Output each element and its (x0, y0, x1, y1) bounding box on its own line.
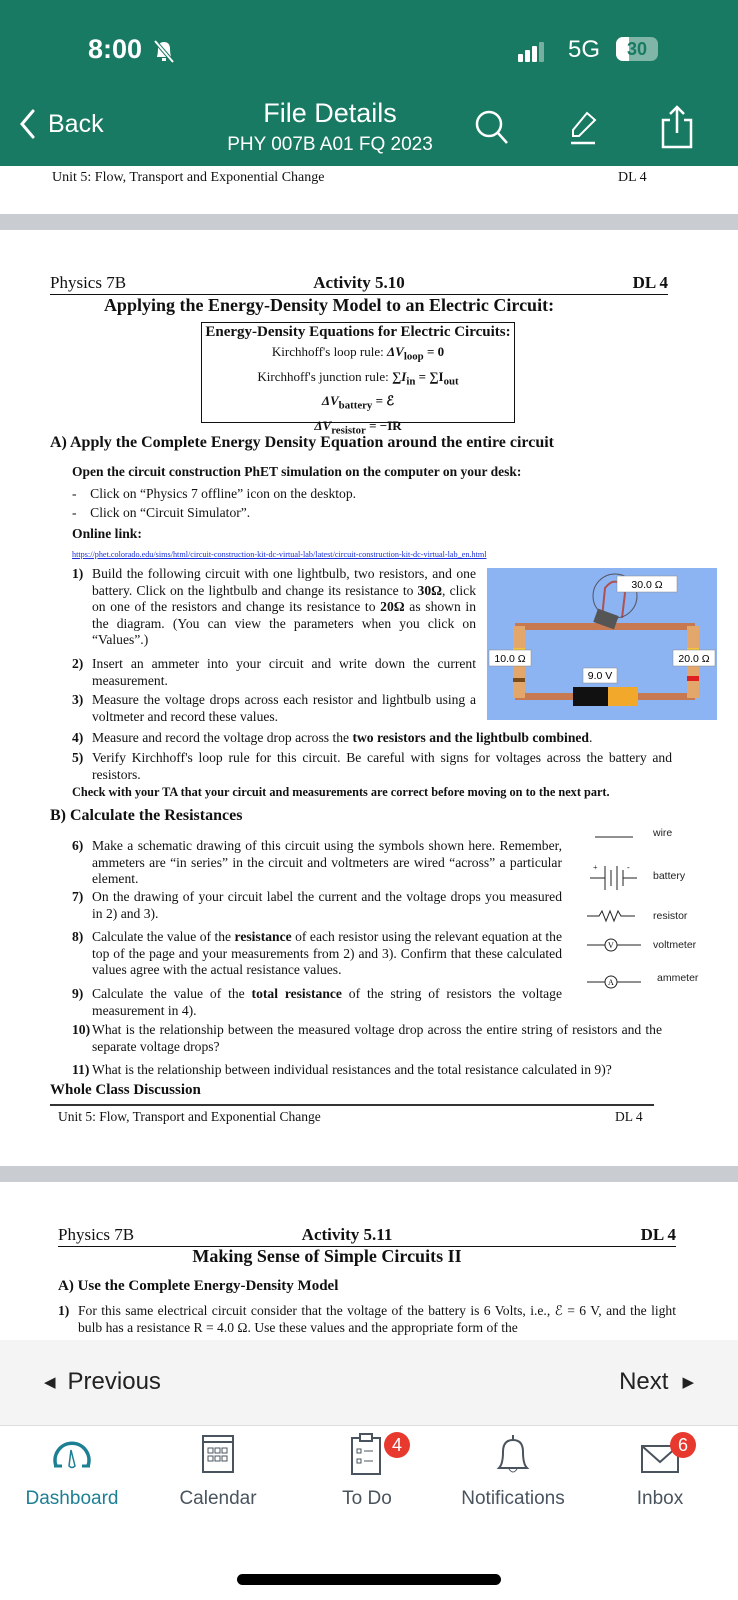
activity-number: Activity 5.10 (313, 273, 405, 292)
pager-bar (0, 1340, 738, 1426)
footer-dl: DL 4 (615, 1109, 643, 1124)
tab-label: Dashboard (25, 1488, 119, 1509)
tab-dashboard[interactable] (2, 1432, 142, 1509)
tab-notifications[interactable] (443, 1432, 583, 1509)
left-resistor-label: 10.0 Ω (494, 653, 526, 665)
whole-class-heading: Whole Class Discussion (50, 1082, 201, 1098)
bulb-resistance-label: 30.0 Ω (631, 579, 663, 591)
status-time: 8:00 (88, 34, 143, 64)
section-a-heading: A) Apply the Complete Energy Density Equation around the entire circuit (50, 434, 555, 451)
ammeter-symbol: A ammeter (585, 970, 715, 994)
tab-inbox[interactable] (590, 1432, 730, 1509)
activity-title: Making Sense of Simple Circuits II (192, 1246, 462, 1266)
bullet-1: - Click on “Physics 7 offline” icon on the desktop. (72, 486, 357, 501)
home-indicator (237, 1574, 501, 1585)
prev-page-footer-dl: DL 4 (618, 170, 647, 185)
voltmeter-symbol: V voltmeter (585, 933, 715, 957)
battery-symbol: + - battery (593, 863, 686, 882)
item-5: 5) Verify Kirchhoff's loop rule for this circuit. Be careful with signs for voltages across the battery and resistors. (72, 750, 672, 782)
check-ta-note: Check with your TA that your circuit and measurements are correct before moving on to the next part. (72, 785, 610, 799)
item-9: 9) Calculate the value of the total resistance of the string of resistors the voltage measurement in 4). (72, 986, 563, 1018)
bullet-2: - Click on “Circuit Simulator”. (72, 505, 251, 520)
resistor-equation: $\Delta V_{resistor} = -IR$ (314, 417, 402, 437)
item-1: 1) For this same electrical circuit consider that the voltage of the battery is 6 Volts, i.e., ℰ = 6 V, and the light bulb has a resistance R = 4.0 Ω. Use these values and the appropriate form of the (58, 1303, 676, 1335)
battery-voltage-label: 9.0 V (587, 670, 613, 682)
tab-calendar[interactable] (148, 1432, 288, 1509)
wire-symbol: wire (653, 827, 673, 839)
triangle-left-icon: ◀ (44, 1374, 56, 1391)
dl-number: DL 4 (640, 1225, 676, 1244)
battery-icon (616, 37, 658, 61)
tab-label: Notifications (461, 1488, 565, 1509)
junction-rule: Kirchhoff's junction rule: $\sum I_{in} = \sum I_{out}$ (257, 368, 459, 388)
item-1: 1) Build the following circuit with one lightbulb, two resistors, and one battery. Click on the lightbulb and change its resistance to 30Ω, click on one of the resistors and change its resistance to 20Ω as shown in the diagram. (You can view the parameters when you click on “Values”.) (72, 566, 477, 647)
svg-text:A: A (608, 978, 614, 987)
resistor-symbol: resistor (585, 904, 715, 928)
bell-icon (491, 1432, 535, 1476)
item-6: 6) Make a schematic drawing of this circuit using the symbols shown here. Remember, ammeters are “in series” in the circuit and voltmeters are wired “across” a particular element. (72, 838, 562, 886)
activity-number: Activity 5.11 (301, 1225, 393, 1244)
tab-todo[interactable] (297, 1432, 437, 1509)
item-10: 10) What is the relationship between the measured voltage drop across the entire string of resistors and the separate voltage drops? (72, 1022, 662, 1054)
svg-text:V: V (608, 941, 614, 950)
tab-label: Calendar (179, 1488, 257, 1509)
battery-level: 30 (626, 39, 648, 59)
dl-number: DL 4 (632, 273, 668, 292)
back-button[interactable] (18, 108, 104, 140)
chevron-left-icon (18, 108, 36, 140)
item-8: 8) Calculate the value of the resistance of each resistor using the relevant equation at the top of the page and your measurements from 2) and 3). Confirm that these calculated values agree with the actual resistance values. (72, 929, 563, 977)
previous-button[interactable] (44, 1368, 161, 1396)
previous-label: Previous (67, 1368, 161, 1395)
highlighter-icon[interactable] (565, 110, 601, 148)
section-a-heading: A) Use the Complete Energy-Density Model (58, 1278, 339, 1294)
triangle-right-icon: ▶ (682, 1374, 694, 1391)
loop-rule: Kirchhoff's loop rule: $\Delta V_{loop} = 0$ (271, 344, 445, 363)
network-type: 5G (568, 36, 601, 63)
todo-badge: 4 (384, 1432, 410, 1458)
course-name: Physics 7B (50, 273, 127, 292)
tab-label: Inbox (636, 1488, 684, 1509)
search-icon[interactable] (474, 108, 510, 146)
back-label: Back (48, 109, 104, 138)
next-button[interactable] (619, 1368, 694, 1396)
course-subtitle: PHY 007B A01 FQ 2023 (227, 134, 433, 155)
dashboard-gauge-icon (50, 1432, 94, 1472)
bell-slash-icon (152, 38, 176, 64)
equations-heading: Energy-Density Equations for Electric Circuits: (205, 324, 511, 340)
right-resistor-label: 20.0 Ω (678, 653, 710, 665)
share-icon[interactable] (660, 104, 694, 150)
calendar-icon (198, 1432, 238, 1476)
page-title: File Details (263, 98, 397, 128)
course-name: Physics 7B (58, 1225, 135, 1244)
footer-unit: Unit 5: Flow, Transport and Exponential Change (58, 1109, 321, 1124)
phet-link[interactable]: https://phet.colorado.edu/sims/html/circuit-construction-kit-dc-virtual-lab/latest/circuit-construction-kit-dc-virtual-lab_en.html (72, 550, 487, 559)
next-label: Next (619, 1368, 669, 1395)
page-header (58, 1227, 676, 1247)
activity-title: Applying the Energy-Density Model to an Electric Circuit: (103, 295, 555, 315)
open-sim-instruction: Open the circuit construction PhET simulation on the computer on your desk: (72, 464, 522, 479)
item-7: 7) On the drawing of your circuit label the current and the voltage drops you measured in 2) and 3). (72, 889, 562, 921)
prev-page-footer-unit: Unit 5: Flow, Transport and Exponential Change (52, 170, 325, 185)
item-2: 2) Insert an ammeter into your circuit and write down the current measurement. (72, 656, 476, 688)
item-3: 3) Measure the voltage drops across each resistor and lightbulb using a voltmeter and record these values. (72, 692, 476, 724)
signal-icon (518, 42, 544, 62)
item-4: 4) Measure and record the voltage drop across the two resistors and the lightbulb combined. (72, 730, 593, 745)
online-link-label: Online link: (72, 526, 142, 541)
item-11: 11) What is the relationship between individual resistances and the total resistance calculated in 9)? (72, 1062, 612, 1077)
battery-equation: $\Delta V_{battery}$ = ℰ (321, 393, 395, 412)
svg-text:-: - (627, 863, 630, 872)
clipboard-icon (347, 1432, 387, 1476)
svg-text:+: + (593, 863, 598, 872)
inbox-badge: 6 (670, 1432, 696, 1458)
app-header (0, 0, 738, 166)
section-b-heading: B) Calculate the Resistances (50, 807, 243, 824)
tab-label: To Do (342, 1488, 392, 1509)
